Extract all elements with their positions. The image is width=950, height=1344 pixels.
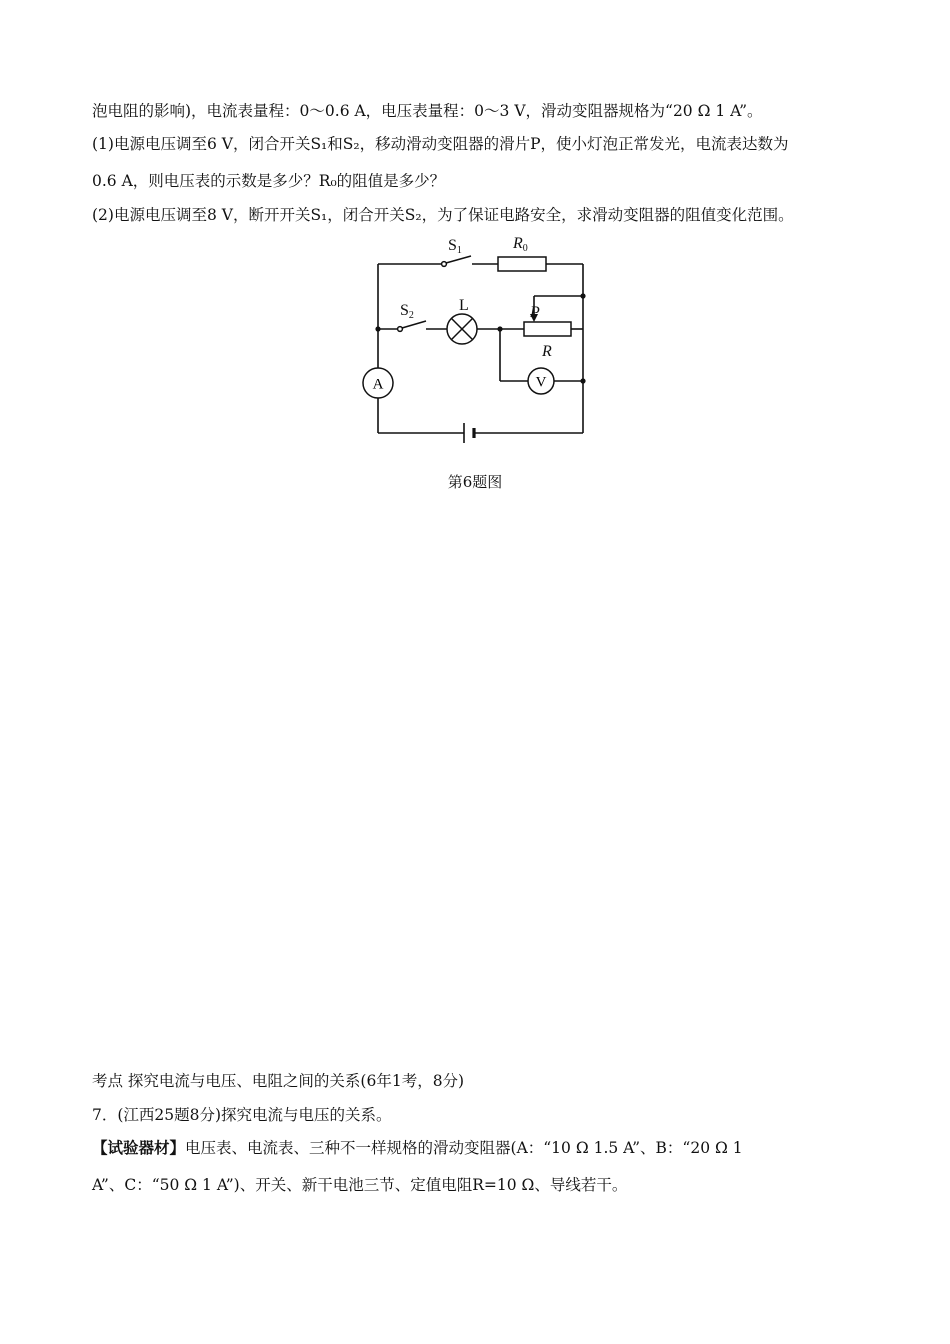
label-s2: S2	[400, 302, 414, 321]
question-7: 7．(江西25题8分)探究电流与电压的关系。	[92, 1106, 392, 1124]
label-rheostat: R	[542, 343, 552, 360]
lamp-icon	[447, 314, 477, 344]
materials-title: 【试验器材】	[92, 1138, 186, 1157]
ammeter-icon	[363, 368, 393, 398]
label-slider: P	[530, 304, 540, 321]
materials-text1: 电压表、电流表、三种不一样规格的滑动变阻器(A：“10 Ω 1.5 A”、B：“20 Ω 1	[185, 1139, 743, 1157]
circuit-diagram	[350, 228, 600, 443]
problem6-line3: 0.6 A，则电压表的示数是多少？R₀的阻值是多少？	[92, 172, 446, 190]
problem6-line2: (1)电源电压调至6 V，闭合开关S₁和S₂，移动滑动变阻器的滑片P，使小灯泡正常发光，电流表达数为	[92, 135, 789, 153]
rheostat-r	[524, 322, 571, 336]
switch-s2	[398, 321, 426, 331]
label-lamp: L	[459, 297, 469, 314]
ammeter-label: A	[372, 376, 384, 393]
figure-caption: 第6题图	[447, 473, 503, 491]
topic-heading: 考点 探究电流与电压、电阻之间的关系(6年1考，8分)	[92, 1072, 465, 1090]
materials-line2: A”、C：“50 Ω 1 A”)、开关、新干电池三节、定值电阻R=10 Ω、导线若干。	[92, 1176, 628, 1194]
voltmeter-label: V	[535, 374, 547, 391]
resistor-r0	[498, 257, 546, 271]
label-r0: R0	[513, 235, 528, 254]
problem6-line1: 泡电阻的影响)，电流表量程：0～0.6 A，电压表量程：0～3 V，滑动变阻器规格为“20 Ω 1 A”。	[92, 102, 763, 120]
switch-s1	[442, 256, 471, 266]
materials-line1	[92, 1138, 743, 1158]
label-s1: S1	[448, 237, 462, 256]
problem6-line4: (2)电源电压调至8 V，断开开关S₁，闭合开关S₂，为了保证电路安全，求滑动变阻器的阻值变化范围。	[92, 206, 794, 224]
voltmeter-icon	[528, 368, 554, 394]
battery-icon	[464, 423, 474, 443]
